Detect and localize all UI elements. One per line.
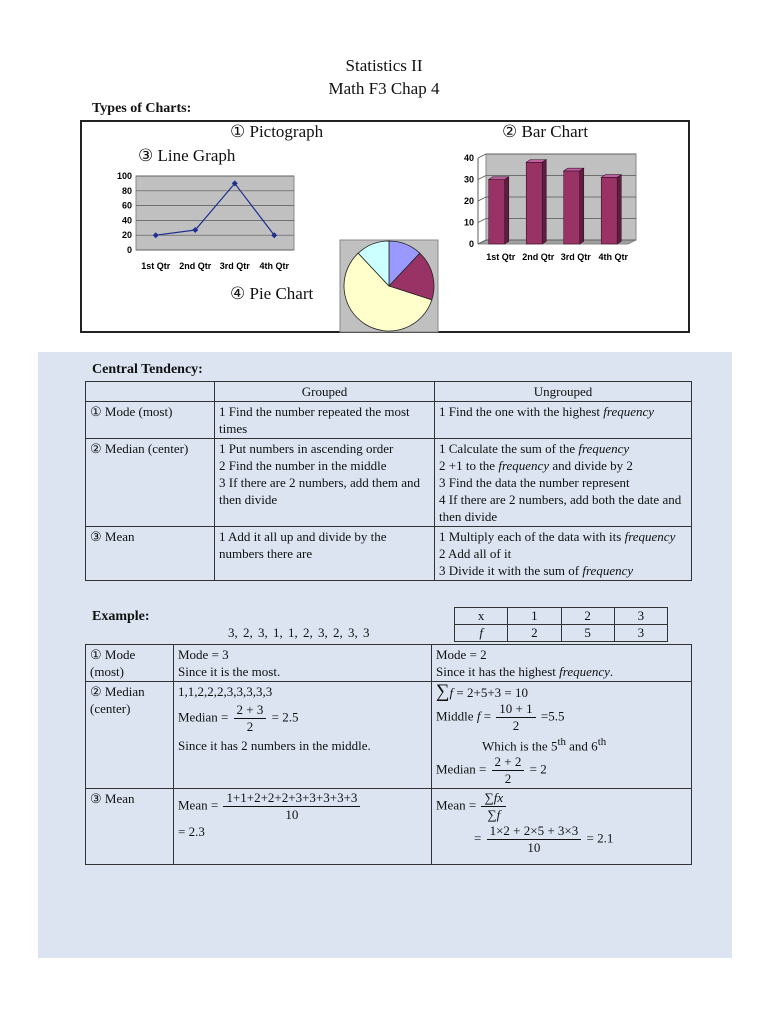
x-value: 1	[508, 608, 561, 625]
bar-side	[542, 160, 546, 244]
central-tendency-label: Central Tendency:	[92, 362, 203, 377]
fraction: $\frac{1\times 2 + 2\times 5 + 3\times 3}{10}$	[487, 823, 582, 856]
bar-side	[505, 177, 509, 244]
table-row	[86, 789, 692, 865]
middle-formula: Middle f = $\frac{10 + 1}{2}$ =5.5	[436, 701, 565, 733]
sum-f-formula: ∑f = 2+5+3 = 10	[436, 681, 528, 702]
bar-side	[580, 168, 584, 244]
x-tick-label: 4th Qtr	[259, 261, 290, 271]
mean-formula: Mean = $\frac{\sum fx}{\sum f}$	[436, 790, 687, 823]
x-value: 2	[561, 608, 614, 625]
x-tick-label: 2nd Qtr	[522, 252, 555, 262]
step-text: 2 Add all of it	[439, 546, 512, 561]
step-text: 3 Find the data the number represent	[439, 475, 630, 490]
pie-chart	[340, 240, 438, 332]
step-text: 3 Divide it with the sum of frequency	[439, 563, 634, 578]
y-tick-label: 40	[121, 215, 132, 226]
x-tick-label: 2nd Qtr	[179, 261, 212, 271]
mode-value: Mode = 3	[178, 647, 229, 662]
row-name: ③ Mean	[86, 789, 174, 865]
header-grouped: Grouped	[215, 382, 435, 402]
bar	[526, 162, 542, 244]
step-text: 3 If there are 2 numbers, add them and then divide	[219, 475, 421, 507]
pictograph-heading: ① Pictograph	[230, 122, 324, 141]
mode-ungrouped-cell	[432, 645, 692, 682]
bar-side	[617, 175, 621, 244]
table-row	[86, 682, 692, 789]
mode-reason: Since it has the highest frequency.	[436, 664, 614, 679]
step-text: 2 Find the number in the middle	[219, 458, 387, 473]
example-label: Example:	[92, 609, 150, 624]
step-text: 1 Multiply each of the data with its frequency	[439, 529, 676, 544]
ungrouped-cell	[435, 527, 692, 581]
types-of-charts-label: Types of Charts:	[92, 101, 192, 116]
y-tick-label: 10	[463, 217, 474, 228]
gridline	[478, 219, 486, 223]
y-tick-label: 0	[126, 245, 132, 255]
row-name: ② Median (center)	[86, 682, 174, 789]
median-grouped-cell	[174, 682, 432, 789]
x-tick-label: 3rd Qtr	[560, 252, 591, 262]
charts-box	[80, 120, 690, 333]
y-tick-label: 30	[463, 174, 474, 185]
f-value: 3	[614, 625, 667, 642]
page-subtitle: Math F3 Chap 4	[328, 79, 440, 98]
median-formula: Median = $\frac{2 + 2}{2}$ = 2	[436, 754, 547, 787]
fraction: $\frac{\sum fx}{\sum f}$	[481, 790, 506, 823]
y-tick-label: 100	[116, 171, 132, 181]
bar	[601, 177, 617, 244]
step-text: 1 Add it all up and divide by the numbers there are	[219, 529, 387, 561]
line-graph-heading: ③ Line Graph	[138, 146, 236, 165]
median-ungrouped-cell	[432, 682, 692, 789]
y-tick-label: 80	[121, 185, 132, 196]
x-tick-label: 4th Qtr	[598, 252, 629, 262]
plot-area	[136, 176, 294, 250]
step-text: 1 Find the number repeated the most times	[219, 404, 410, 436]
row-name: ① Mode (most)	[86, 645, 174, 682]
table-row	[86, 439, 692, 527]
mean-grouped-cell	[174, 789, 432, 865]
median-formula: Median = $\frac{2 + 3}{2}$ = 2.5	[178, 702, 299, 734]
fraction: $\frac{2 + 2}{2}$	[492, 754, 525, 787]
step-text: 1 Find the one with the highest frequency	[439, 404, 655, 419]
grouped-cell	[215, 439, 435, 527]
f-label: f	[455, 625, 508, 642]
sigma-icon: ∑	[436, 681, 450, 702]
bar	[564, 171, 580, 244]
x-tick-label: 1st Qtr	[141, 261, 171, 271]
header-ungrouped: Ungrouped	[435, 382, 692, 402]
grouped-cell	[215, 527, 435, 581]
table-row	[86, 645, 692, 682]
frequency-table	[454, 607, 668, 642]
line-chart	[110, 172, 310, 272]
fraction: $\frac{1+1+2+2+2+3+3+3+3+3}{10}$	[223, 790, 360, 823]
which-position: Which is the 5th and 6th	[482, 736, 607, 754]
f-value: 5	[561, 625, 614, 642]
median-reason: Since it has 2 numbers in the middle.	[178, 738, 371, 753]
mode-value: Mode = 2	[436, 647, 487, 662]
gridline	[478, 154, 486, 158]
pie-chart-heading: ④ Pie Chart	[230, 284, 314, 303]
x-value: 3	[614, 608, 667, 625]
page-title: Statistics II	[345, 56, 423, 75]
mean-formula: Mean = $\frac{1+1+2+2+2+3+3+3+3+3}{10}$	[178, 790, 427, 823]
sorted-data: 1,1,2,2,2,3,3,3,3,3	[178, 684, 273, 699]
row-name: ① Mode (most)	[86, 402, 215, 439]
y-tick-label: 20	[121, 230, 132, 241]
ungrouped-cell	[435, 402, 692, 439]
y-tick-label: 40	[463, 153, 474, 163]
f-value: 2	[508, 625, 561, 642]
example-data-list: 3, 2, 3, 1, 1, 2, 3, 2, 3, 3	[228, 625, 370, 640]
mode-grouped-cell	[174, 645, 432, 682]
x-tick-label: 1st Qtr	[486, 252, 516, 262]
gridline	[478, 197, 486, 201]
step-text: 1 Put numbers in ascending order	[219, 441, 394, 456]
fraction: $\frac{2 + 3}{2}$	[234, 702, 267, 735]
bar-chart-heading: ② Bar Chart	[502, 122, 589, 141]
f-row	[455, 625, 668, 642]
bar-chart	[454, 152, 664, 272]
mean-expansion: = $\frac{1\times 2 + 2\times 5 + 3\times 3}{10}$ = 2.1	[474, 823, 614, 856]
step-text: 1 Calculate the sum of the frequency	[439, 441, 630, 456]
row-name: ③ Mean	[86, 527, 215, 581]
table-row	[86, 527, 692, 581]
x-label: x	[455, 608, 508, 625]
central-tendency-table	[85, 381, 692, 581]
fraction: $\frac{10 + 1}{2}$	[496, 701, 535, 734]
mean-result: = 2.3	[178, 824, 205, 840]
header-empty	[86, 382, 215, 402]
x-row	[455, 608, 668, 625]
grouped-cell	[215, 402, 435, 439]
step-text: 4 If there are 2 numbers, add both the date and then divide	[439, 492, 682, 524]
y-tick-label: 0	[468, 239, 474, 249]
example-table	[85, 644, 692, 865]
step-text: 2 +1 to the frequency and divide by 2	[439, 458, 633, 473]
gridline	[478, 176, 486, 180]
row-name: ② Median (center)	[86, 439, 215, 527]
bar	[489, 180, 505, 245]
mode-reason: Since it is the most.	[178, 664, 281, 679]
mean-ungrouped-cell	[432, 789, 692, 865]
y-tick-label: 60	[121, 200, 132, 211]
y-tick-label: 20	[463, 196, 474, 206]
table-header-row	[86, 382, 692, 402]
table-row	[86, 402, 692, 439]
ungrouped-cell	[435, 439, 692, 527]
x-tick-label: 3rd Qtr	[219, 261, 250, 271]
